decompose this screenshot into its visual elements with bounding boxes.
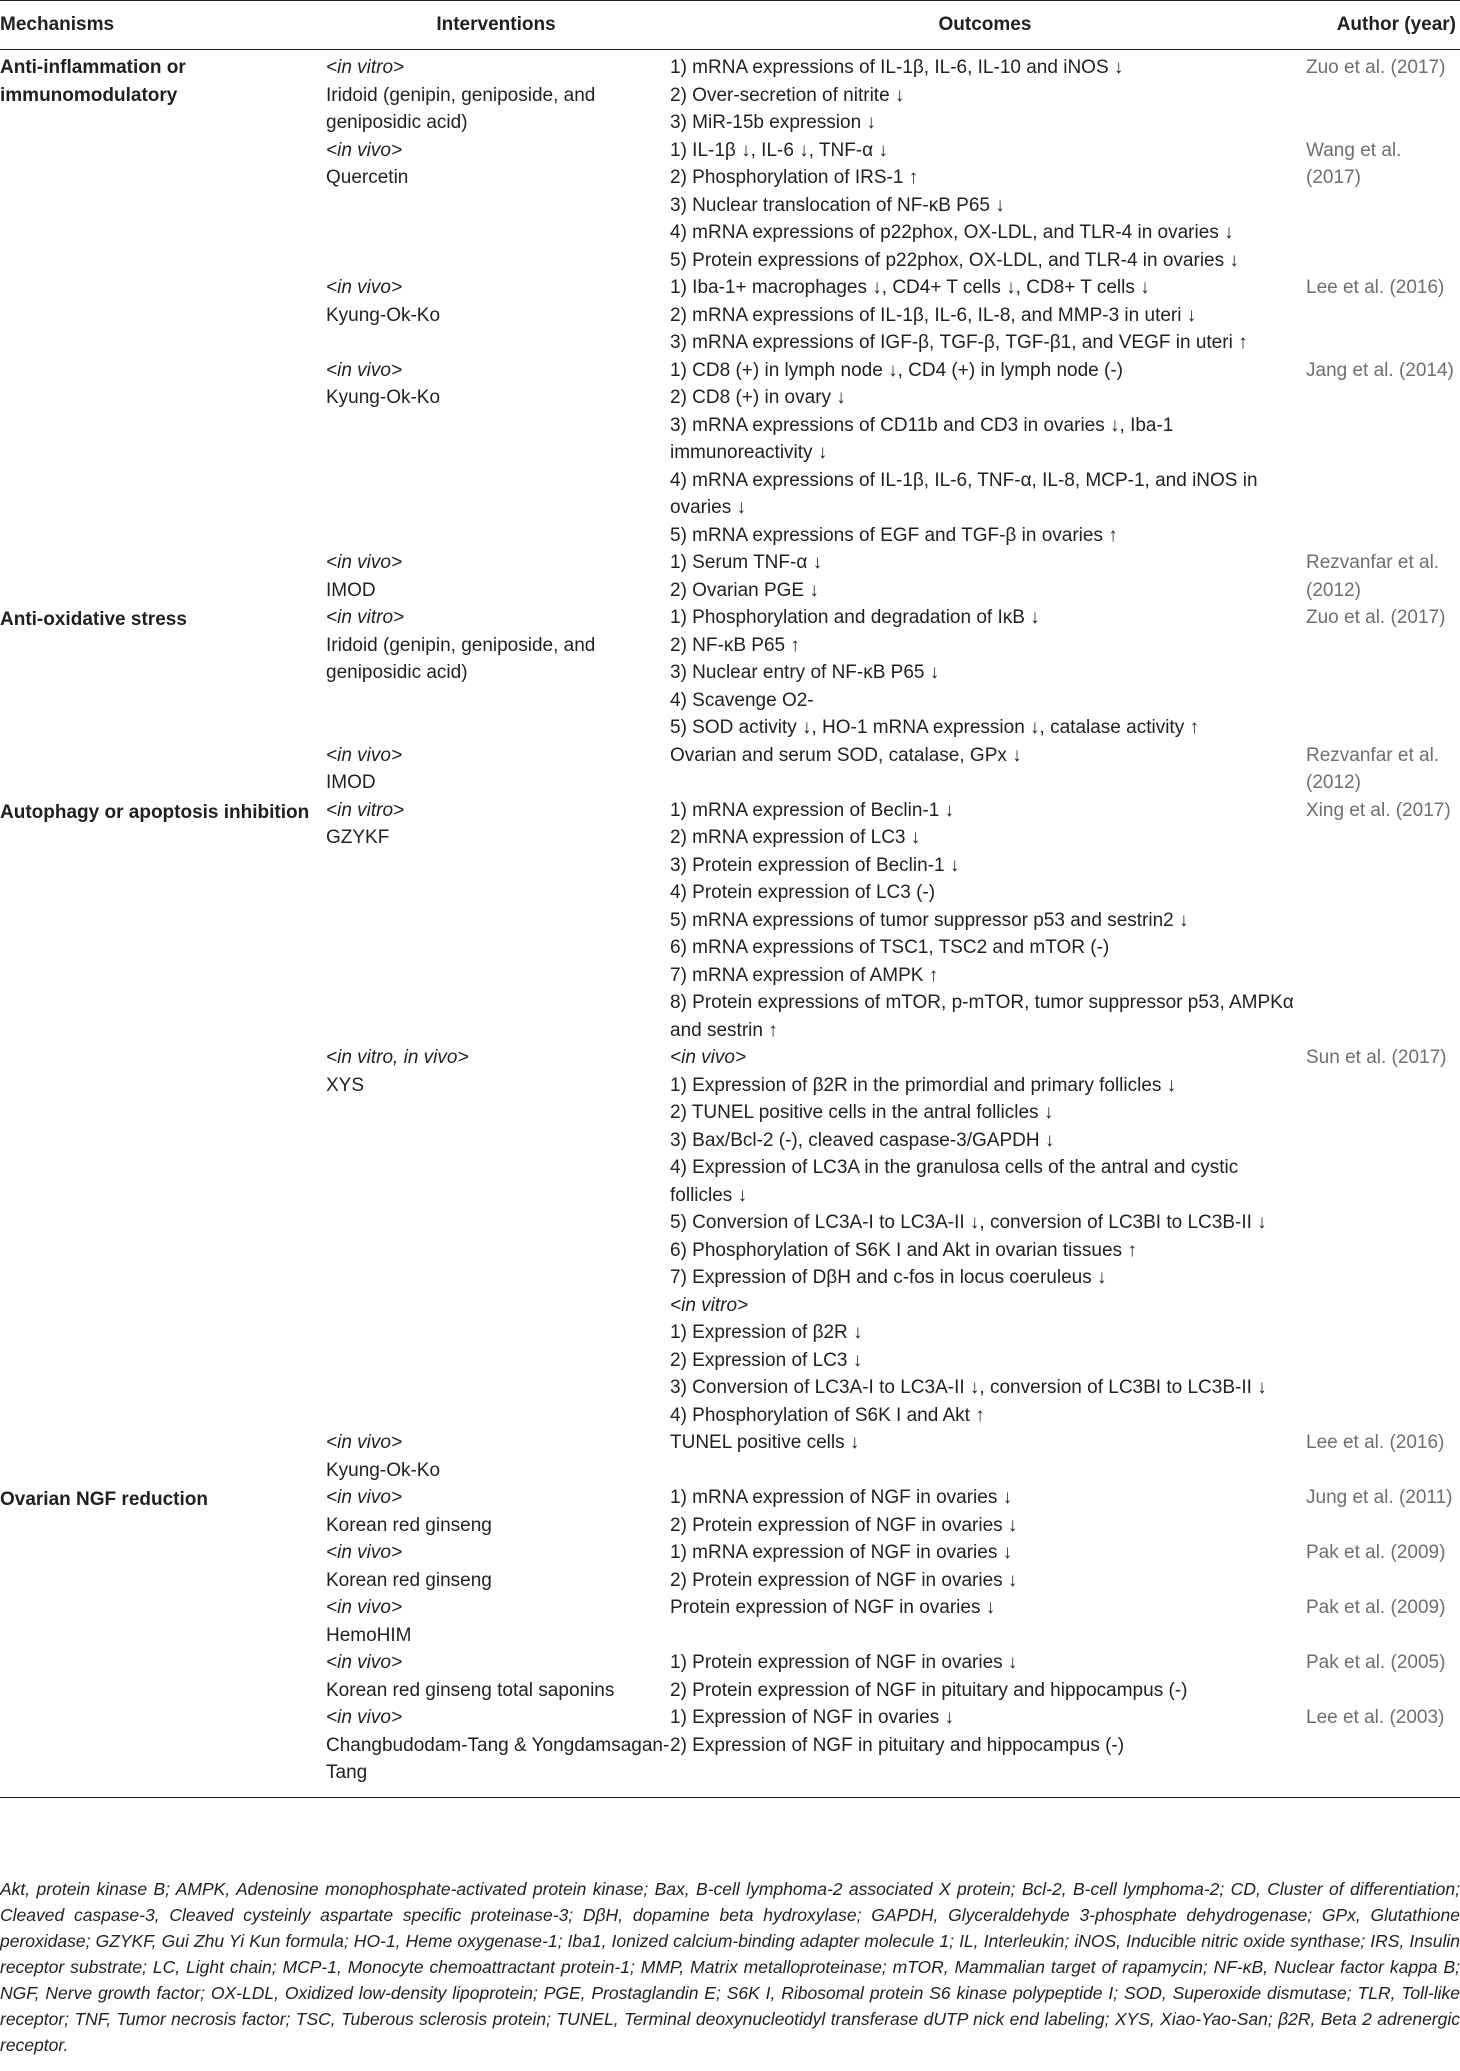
cell-intervention	[322, 1429, 670, 1484]
cell-mechanism	[0, 549, 322, 604]
outcome-item: 1) Phosphorylation and degradation of IκB ↓	[670, 607, 1040, 628]
cell-mechanism	[0, 1704, 322, 1797]
table-row	[0, 1539, 1460, 1594]
outcome-item: 8) Protein expressions of mTOR, p-mTOR, tumor suppressor p53, AMPKα and sestrin ↑	[670, 992, 1294, 1041]
outcome-item: 4) Scavenge O2-	[670, 689, 814, 711]
study-model: <in vitro>	[326, 57, 405, 78]
study-model: <in vivo>	[326, 1707, 403, 1728]
cell-author-year: Sun et al. (2017)	[1306, 1047, 1447, 1068]
table-row	[0, 1594, 1460, 1649]
cell-intervention	[322, 549, 670, 604]
study-model: <in vivo>	[326, 277, 403, 298]
cell-outcomes	[670, 742, 1300, 797]
cell-outcomes	[670, 1704, 1300, 1797]
cell-mechanism	[0, 1429, 322, 1484]
outcome-item: <in vivo>	[670, 1047, 747, 1068]
study-model: <in vivo>	[326, 1487, 403, 1508]
cell-author-year: Rezvanfar et al. (2012)	[1306, 552, 1440, 601]
cell-intervention	[322, 1539, 670, 1594]
table-header-row	[0, 1, 1460, 50]
table-row	[0, 797, 1460, 1045]
table-row	[0, 357, 1460, 550]
cell-outcomes	[670, 604, 1300, 742]
table-row	[0, 1704, 1460, 1797]
intervention-name: Kyung-Ok-Ko	[326, 304, 441, 326]
outcome-item: 4) mRNA expressions of IL-1β, IL-6, TNF-α, IL-8, MCP-1, and iNOS in ovaries ↓	[670, 469, 1258, 518]
outcome-item: Ovarian and serum SOD, catalase, GPx ↓	[670, 744, 1022, 766]
intervention-name: HemoHIM	[326, 1624, 412, 1646]
table-row	[0, 549, 1460, 604]
table-row	[0, 1649, 1460, 1704]
outcome-item: 3) mRNA expressions of IGF-β, TGF-β, TGF-β1, and VEGF in uteri ↑	[670, 332, 1248, 353]
cell-author-year: Zuo et al. (2017)	[1306, 607, 1446, 628]
outcome-item: 2) CD8 (+) in ovary ↓	[670, 387, 846, 408]
study-model: <in vivo>	[326, 1597, 403, 1618]
cell-mechanism: Ovarian NGF reduction	[0, 1489, 208, 1510]
outcome-item: 1) mRNA expression of NGF in ovaries ↓	[670, 1542, 1013, 1563]
table-row	[0, 274, 1460, 357]
outcome-item: 1) IL-1β ↓, IL-6 ↓, TNF-α ↓	[670, 139, 888, 161]
cell-outcomes	[670, 1484, 1300, 1539]
outcome-item: 6) Phosphorylation of S6K I and Akt in ovarian tissues ↑	[670, 1239, 1137, 1261]
study-model: <in vitro>	[326, 799, 405, 821]
cell-mechanism	[0, 1044, 322, 1429]
outcome-item: 7) mRNA expression of AMPK ↑	[670, 964, 939, 986]
outcome-item: 1) Serum TNF-α ↓	[670, 552, 823, 573]
cell-mechanism	[0, 357, 322, 550]
intervention-name: Changbudodam-Tang & Yongdamsagan-Tang	[326, 1734, 670, 1783]
outcome-item: 3) MiR-15b expression ↓	[670, 112, 876, 133]
outcome-item: 1) mRNA expression of Beclin-1 ↓	[670, 799, 955, 821]
outcome-item: 5) SOD activity ↓, HO-1 mRNA expression ↓, catalase activity ↑	[670, 717, 1199, 738]
study-model: <in vivo>	[326, 1432, 403, 1453]
cell-outcomes	[670, 50, 1300, 137]
intervention-name: Quercetin	[326, 167, 409, 188]
cell-outcomes	[670, 1429, 1300, 1484]
outcome-item: 7) Expression of DβH and c-fos in locus coeruleus ↓	[670, 1267, 1107, 1288]
cell-mechanism	[0, 137, 322, 275]
outcome-item: 1) mRNA expressions of IL-1β, IL-6, IL-10 and iNOS ↓	[670, 57, 1124, 78]
cell-intervention	[322, 1704, 670, 1797]
cell-mechanism: Autophagy or apoptosis inhibition	[0, 801, 310, 823]
cell-author-year: Wang et al. (2017)	[1306, 139, 1402, 188]
outcome-item: 2) NF-κB P65 ↑	[670, 634, 800, 656]
table-row	[0, 1484, 1460, 1539]
outcome-item: 1) Expression of β2R ↓	[670, 1322, 863, 1343]
outcome-item: 3) Conversion of LC3A-I to LC3A-II ↓, conversion of LC3BI to LC3B-II ↓	[670, 1377, 1267, 1398]
cell-intervention	[322, 50, 670, 137]
cell-intervention	[322, 137, 670, 275]
study-model: <in vitro>	[326, 607, 405, 628]
intervention-name: Korean red ginseng	[326, 1514, 492, 1536]
table-row	[0, 137, 1460, 275]
intervention-name: Kyung-Ok-Ko	[326, 1459, 441, 1481]
cell-mechanism	[0, 274, 322, 357]
cell-intervention	[322, 274, 670, 357]
header-interventions: Interventions	[322, 1, 670, 50]
table-row	[0, 1429, 1460, 1484]
table-row	[0, 742, 1460, 797]
cell-author-year: Pak et al. (2005)	[1306, 1652, 1446, 1673]
intervention-name: IMOD	[326, 579, 376, 601]
outcome-item: 5) mRNA expressions of tumor suppressor p53 and sestrin2 ↓	[670, 909, 1189, 931]
intervention-name: Iridoid (genipin, geniposide, and geniposidic acid)	[326, 84, 596, 133]
outcome-item: TUNEL positive cells ↓	[670, 1432, 860, 1453]
outcome-item: 1) Expression of NGF in ovaries ↓	[670, 1707, 955, 1728]
outcome-item: 2) Expression of NGF in pituitary and hippocampus (-)	[670, 1734, 1125, 1756]
study-model: <in vivo>	[326, 1542, 403, 1563]
cell-intervention	[322, 742, 670, 797]
intervention-name: Korean red ginseng	[326, 1569, 492, 1591]
study-model: <in vivo>	[326, 139, 403, 161]
cell-mechanism: Anti-inflammation or immunomodulatory	[0, 57, 186, 106]
cell-intervention	[322, 604, 670, 742]
outcome-item: 1) mRNA expression of NGF in ovaries ↓	[670, 1487, 1013, 1508]
cell-mechanism	[0, 1649, 322, 1704]
intervention-name: Kyung-Ok-Ko	[326, 387, 441, 408]
cell-author-year: Lee et al. (2016)	[1306, 1432, 1445, 1453]
outcome-item: 2) Phosphorylation of IRS-1 ↑	[670, 167, 919, 188]
cell-intervention	[322, 1594, 670, 1649]
cell-author-year: Xing et al. (2017)	[1306, 799, 1451, 821]
cell-intervention	[322, 1649, 670, 1704]
outcome-item: 2) Ovarian PGE ↓	[670, 579, 819, 601]
table-footnote: Akt, protein kinase B; AMPK, Adenosine monophosphate-activated protein kinase; Bax, B-cell lymphoma-2 associated X protein; Bcl-2, B-cell lymphoma-2; CD, Cluster of differentiation; Cleaved caspase-3, Cleaved cysteinly aspartate specific proteinase-3; DβH, dopamine beta hydroxylase; GAPDH, Glyceraldehyde 3-phosphate dehydrogenase; GPx, Glutathione peroxidase; GZYKF, Gui Zhu Yi Kun formula; HO-1, Heme oxygenase-1; Iba1, Ionized calcium-binding adapter molecule 1; IL, Interleukin; iNOS, Inducible nitric oxide synthase; IRS, Insulin receptor substrate; LC, Light chain; MCP-1, Monocyte chemoattractant protein-1; MMP, Matrix metalloproteinase; mTOR, Mammalian target of rapamycin; NF-κB, Nuclear factor kappa B; NGF, Nerve growth factor; OX-LDL, Oxidized low-density lipoprotein; PGE, Prostaglandin E; S6K I, Ribosomal protein S6 kinase polypeptide I; SOD, Superoxide dismutase; TLR, Toll-like receptor; TNF, Tumor necrosis factor; TSC, Tuberous sclerosis protein; TUNEL, Terminal deoxynucleotidyl transferase dUTP nick end labeling; XYS, Xiao-Yao-San; β2R, Beta 2 adrenergic receptor.	[0, 1879, 1460, 2055]
cell-outcomes	[670, 274, 1300, 357]
outcome-item: 5) Conversion of LC3A-I to LC3A-II ↓, conversion of LC3BI to LC3B-II ↓	[670, 1212, 1267, 1233]
table-row	[0, 1044, 1460, 1429]
cell-intervention	[322, 1044, 670, 1429]
cell-outcomes	[670, 1539, 1300, 1594]
study-model: <in vivo>	[326, 744, 403, 766]
outcome-item: 2) mRNA expression of LC3 ↓	[670, 827, 921, 848]
intervention-name: IMOD	[326, 772, 376, 793]
outcome-item: Protein expression of NGF in ovaries ↓	[670, 1597, 996, 1618]
intervention-name: Iridoid (genipin, geniposide, and geniposidic acid)	[326, 634, 596, 683]
study-model: <in vivo>	[326, 1652, 403, 1673]
outcome-item: 1) CD8 (+) in lymph node ↓, CD4 (+) in lymph node (-)	[670, 359, 1123, 381]
cell-outcomes	[670, 1594, 1300, 1649]
outcome-item: 3) Nuclear entry of NF-κB P65 ↓	[670, 662, 940, 683]
cell-author-year: Rezvanfar et al. (2012)	[1306, 744, 1440, 793]
cell-mechanism: Anti-oxidative stress	[0, 609, 187, 630]
outcome-item: 1) Iba-1+ macrophages ↓, CD4+ T cells ↓, CD8+ T cells ↓	[670, 277, 1150, 298]
outcome-item: 2) Over-secretion of nitrite ↓	[670, 84, 905, 106]
study-model: <in vivo>	[326, 359, 403, 381]
cell-author-year: Jang et al. (2014)	[1306, 359, 1454, 381]
cell-mechanism	[0, 1539, 322, 1594]
outcome-item: 2) mRNA expressions of IL-1β, IL-6, IL-8, and MMP-3 in uteri ↓	[670, 304, 1197, 326]
cell-intervention	[322, 1484, 670, 1539]
cell-outcomes	[670, 549, 1300, 604]
outcome-item: 3) mRNA expressions of CD11b and CD3 in ovaries ↓, Iba-1 immunoreactivity ↓	[670, 414, 1174, 463]
outcome-item: 1) Expression of β2R in the primordial and primary follicles ↓	[670, 1074, 1177, 1096]
cell-author-year: Zuo et al. (2017)	[1306, 57, 1446, 78]
cell-outcomes	[670, 797, 1300, 1045]
header-mechanisms: Mechanisms	[0, 1, 322, 50]
cell-author-year: Lee et al. (2003)	[1300, 1704, 1460, 1797]
outcome-item: 1) Protein expression of NGF in ovaries ↓	[670, 1652, 1018, 1673]
outcome-item: 4) Expression of LC3A in the granulosa cells of the antral and cystic follicles ↓	[670, 1157, 1239, 1206]
outcome-item: 3) Protein expression of Beclin-1 ↓	[670, 854, 960, 876]
outcome-item: 6) mRNA expressions of TSC1, TSC2 and mTOR (-)	[670, 937, 1110, 958]
header-author-year: Author (year)	[1300, 1, 1460, 50]
cell-intervention	[322, 797, 670, 1045]
intervention-name: XYS	[326, 1074, 365, 1096]
cell-mechanism	[0, 1594, 322, 1649]
outcome-item: 4) Phosphorylation of S6K I and Akt ↑	[670, 1404, 985, 1426]
outcome-item: 5) Protein expressions of p22phox, OX-LDL, and TLR-4 in ovaries ↓	[670, 249, 1239, 271]
outcome-item: 2) TUNEL positive cells in the antral follicles ↓	[670, 1102, 1054, 1123]
study-model: <in vivo>	[326, 552, 403, 573]
outcome-item: <in vitro>	[670, 1294, 749, 1316]
cell-author-year: Jung et al. (2011)	[1306, 1487, 1453, 1508]
outcome-item: 2) Protein expression of NGF in ovaries ↓	[670, 1569, 1018, 1591]
cell-author-year: Pak et al. (2009)	[1306, 1597, 1446, 1618]
cell-author-year: Lee et al. (2016)	[1306, 277, 1445, 298]
table-row	[0, 50, 1460, 137]
cell-outcomes	[670, 1649, 1300, 1704]
outcome-item: 4) mRNA expressions of p22phox, OX-LDL, and TLR-4 in ovaries ↓	[670, 222, 1234, 243]
cell-author-year: Pak et al. (2009)	[1306, 1542, 1446, 1563]
header-outcomes: Outcomes	[670, 1, 1300, 50]
cell-mechanism	[0, 742, 322, 797]
cell-outcomes	[670, 357, 1300, 550]
table-row	[0, 604, 1460, 742]
outcome-item: 2) Expression of LC3 ↓	[670, 1349, 863, 1371]
outcome-item: 2) Protein expression of NGF in pituitary and hippocampus (-)	[670, 1679, 1188, 1701]
outcome-item: 4) Protein expression of LC3 (-)	[670, 882, 936, 903]
outcome-item: 3) Nuclear translocation of NF-κB P65 ↓	[670, 194, 1005, 216]
cell-intervention	[322, 357, 670, 550]
intervention-name: Korean red ginseng total saponins	[326, 1679, 615, 1701]
cell-outcomes	[670, 137, 1300, 275]
intervention-name: GZYKF	[326, 827, 390, 848]
outcome-item: 2) Protein expression of NGF in ovaries ↓	[670, 1514, 1018, 1536]
outcome-item: 3) Bax/Bcl-2 (-), cleaved caspase-3/GAPDH ↓	[670, 1129, 1055, 1151]
study-model: <in vitro, in vivo>	[326, 1047, 469, 1068]
cell-outcomes	[670, 1044, 1300, 1429]
outcome-item: 5) mRNA expressions of EGF and TGF-β in ovaries ↑	[670, 524, 1118, 546]
